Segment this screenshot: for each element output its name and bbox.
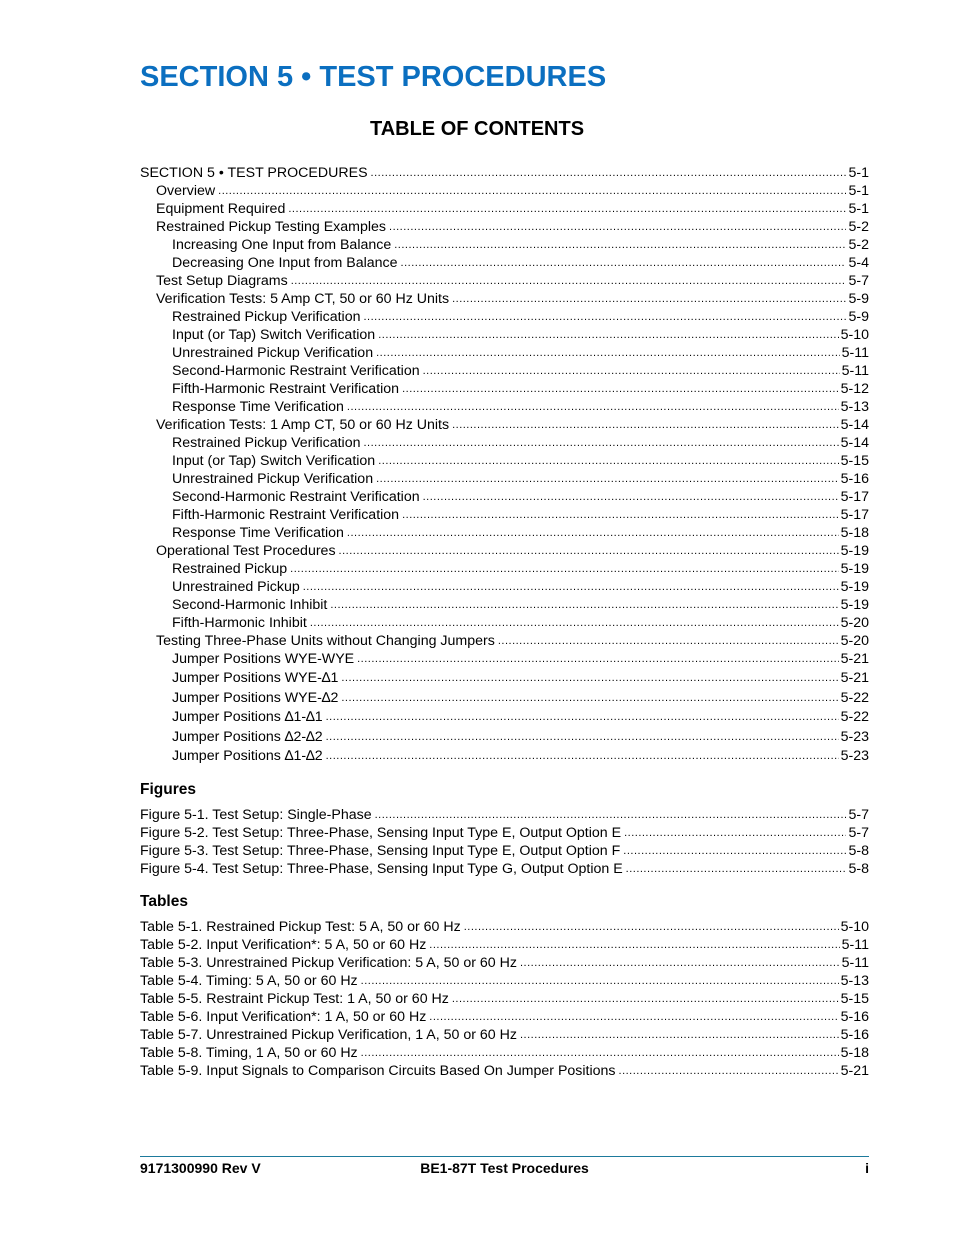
toc-entry-page: 5-1 xyxy=(848,201,869,217)
dot-leader xyxy=(423,490,839,504)
toc-entry[interactable] xyxy=(140,668,869,687)
dot-leader xyxy=(363,310,846,324)
dot-leader xyxy=(429,1010,838,1024)
toc-entry[interactable] xyxy=(140,1026,869,1044)
toc-entry-page: 5-10 xyxy=(840,327,869,343)
toc-entry-page: 5-23 xyxy=(840,747,869,764)
toc-entry-title: Restrained Pickup Verification xyxy=(172,309,361,325)
toc-entry-title: Response Time Verification xyxy=(172,525,344,541)
toc-entry[interactable] xyxy=(140,614,869,632)
toc-entry-title: Figure 5-3. Test Setup: Three-Phase, Sensing Input Type E, Output Option F xyxy=(140,843,621,859)
toc-entry[interactable] xyxy=(140,254,869,272)
toc-entry-title: Table 5-5. Restraint Pickup Test: 1 A, 50 or 60 Hz xyxy=(140,991,449,1007)
toc-entry-title: Table 5-9. Input Signals to Comparison Circuits Based On Jumper Positions xyxy=(140,1063,616,1079)
toc-entry-title: Increasing One Input from Balance xyxy=(172,237,392,253)
footer-page-number: i xyxy=(865,1160,869,1176)
dot-leader xyxy=(402,508,839,522)
toc-entry-title: Table 5-8. Timing, 1 A, 50 or 60 Hz xyxy=(140,1045,358,1061)
dot-leader xyxy=(401,256,847,270)
dot-leader xyxy=(357,652,838,666)
toc-entry-page: 5-17 xyxy=(840,489,869,505)
dot-leader xyxy=(452,292,846,306)
dot-leader xyxy=(394,238,846,252)
dot-leader xyxy=(330,598,838,612)
toc-entry-title: Restrained Pickup Verification xyxy=(172,435,361,451)
dot-leader xyxy=(361,974,839,988)
toc-entry-title: Fifth-Harmonic Restraint Verification xyxy=(172,381,400,397)
toc-entry-page: 5-19 xyxy=(840,579,869,595)
toc-entry-page: 5-16 xyxy=(840,471,869,487)
toc-entry-page: 5-9 xyxy=(848,291,869,307)
toc-entry-page: 5-22 xyxy=(840,709,869,726)
toc-entry-page: 5-7 xyxy=(848,807,869,823)
toc-entry-title: Table 5-4. Timing: 5 A, 50 or 60 Hz xyxy=(140,973,358,989)
toc-entry-page: 5-4 xyxy=(848,255,869,271)
dot-leader xyxy=(378,454,838,468)
toc-entry[interactable] xyxy=(140,1062,869,1080)
toc-entry[interactable] xyxy=(140,972,869,990)
toc-entry[interactable] xyxy=(140,990,869,1008)
toc-entry[interactable] xyxy=(140,290,869,308)
dot-leader xyxy=(303,580,839,594)
tables-heading: Tables xyxy=(140,893,188,910)
toc-entry-title: Jumper Positions WYE-∆2 xyxy=(172,689,339,706)
toc-entry-page: 5-2 xyxy=(848,237,869,253)
dot-leader xyxy=(361,1046,839,1060)
toc-title: TABLE OF CONTENTS xyxy=(369,118,585,140)
dot-leader xyxy=(326,749,839,763)
toc-entry[interactable] xyxy=(140,726,869,745)
toc-entry[interactable] xyxy=(140,824,869,842)
toc-entry[interactable] xyxy=(140,707,869,726)
toc-entry-title: Table 5-3. Unrestrained Pickup Verification: 5 A, 50 or 60 Hz xyxy=(140,955,517,971)
dot-leader xyxy=(326,710,839,724)
toc-entry-title: Second-Harmonic Restraint Verification xyxy=(172,489,420,505)
tables-list xyxy=(140,918,869,1080)
toc-entry[interactable] xyxy=(140,954,869,972)
figures-heading: Figures xyxy=(140,781,196,798)
dot-leader xyxy=(363,436,838,450)
dot-leader xyxy=(402,382,839,396)
toc-entry-page: 5-19 xyxy=(840,597,869,613)
toc-entry-title: Jumper Positions WYE-∆1 xyxy=(172,670,339,687)
toc-entry-title: Equipment Required xyxy=(156,201,286,217)
dot-leader xyxy=(376,472,839,486)
toc-entry-page: 5-17 xyxy=(840,507,869,523)
toc-entry-page: 5-11 xyxy=(841,363,869,379)
dot-leader xyxy=(520,1028,839,1042)
toc-entry-page: 5-15 xyxy=(840,453,869,469)
dot-leader xyxy=(619,1064,839,1078)
toc-entry[interactable] xyxy=(140,434,869,452)
toc-entry-title: Second-Harmonic Restraint Verification xyxy=(172,363,420,379)
toc-entry-page: 5-21 xyxy=(840,670,869,687)
toc-entry-title: Figure 5-1. Test Setup: Single-Phase xyxy=(140,807,372,823)
toc-entry[interactable] xyxy=(140,842,869,860)
toc-entry[interactable] xyxy=(140,1044,869,1062)
dot-leader xyxy=(376,346,840,360)
toc-entry[interactable] xyxy=(140,326,869,344)
toc-entry[interactable] xyxy=(140,578,869,596)
dot-leader xyxy=(291,274,847,288)
toc-entry-page: 5-13 xyxy=(840,399,869,415)
dot-leader xyxy=(464,920,839,934)
toc-entry-title: Operational Test Procedures xyxy=(156,543,336,559)
dot-leader xyxy=(452,992,839,1006)
toc-entry[interactable] xyxy=(140,362,869,380)
toc-entry-page: 5-7 xyxy=(848,825,869,841)
toc-entry-title: Table 5-2. Input Verification*: 5 A, 50 or 60 Hz xyxy=(140,937,427,953)
toc-entry[interactable] xyxy=(140,596,869,614)
toc-list xyxy=(140,164,869,765)
toc-entry-title: SECTION 5 • TEST PROCEDURES xyxy=(140,165,368,181)
dot-leader xyxy=(423,364,840,378)
toc-entry-title: Input (or Tap) Switch Verification xyxy=(172,453,376,469)
toc-entry-page: 5-15 xyxy=(840,991,869,1007)
toc-entry[interactable] xyxy=(140,470,869,488)
toc-entry[interactable] xyxy=(140,380,869,398)
dot-leader xyxy=(310,616,839,630)
toc-entry-title: Figure 5-4. Test Setup: Three-Phase, Sensing Input Type G, Output Option E xyxy=(140,861,623,877)
toc-entry-title: Restrained Pickup Testing Examples xyxy=(156,219,387,235)
footer xyxy=(140,1160,869,1176)
dot-leader xyxy=(375,808,847,822)
toc-entry[interactable] xyxy=(140,936,869,954)
toc-entry-page: 5-10 xyxy=(840,919,869,935)
dot-leader xyxy=(624,826,846,840)
toc-entry[interactable] xyxy=(140,200,869,218)
toc-entry[interactable] xyxy=(140,416,869,434)
toc-entry-title: Fifth-Harmonic Inhibit xyxy=(172,615,307,631)
toc-entry-page: 5-20 xyxy=(840,615,869,631)
toc-entry-page: 5-19 xyxy=(840,561,869,577)
dot-leader xyxy=(347,526,839,540)
dot-leader xyxy=(371,166,847,180)
dot-leader xyxy=(378,328,838,342)
section-title: SECTION 5 • TEST PROCEDURES xyxy=(140,61,607,93)
toc-entry[interactable] xyxy=(140,308,869,326)
toc-entry-title: Table 5-6. Input Verification*: 1 A, 50 or 60 Hz xyxy=(140,1009,427,1025)
toc-entry[interactable] xyxy=(140,542,869,560)
toc-entry-page: 5-1 xyxy=(848,165,869,181)
toc-entry[interactable] xyxy=(140,806,869,824)
toc-entry-page: 5-8 xyxy=(848,843,869,859)
toc-entry-title: Testing Three-Phase Units without Changing Jumpers xyxy=(156,633,495,649)
footer-rule xyxy=(140,1156,869,1157)
toc-entry-title: Table 5-1. Restrained Pickup Test: 5 A, 50 or 60 Hz xyxy=(140,919,461,935)
toc-entry[interactable] xyxy=(140,650,869,668)
toc-entry-page: 5-2 xyxy=(848,219,869,235)
footer-title: BE1-87T Test Procedures xyxy=(420,1160,589,1176)
toc-entry[interactable] xyxy=(140,164,869,182)
toc-entry-page: 5-8 xyxy=(848,861,869,877)
toc-entry-title: Figure 5-2. Test Setup: Three-Phase, Sensing Input Type E, Output Option E xyxy=(140,825,622,841)
toc-entry[interactable] xyxy=(140,687,869,706)
toc-entry-page: 5-18 xyxy=(840,525,869,541)
dot-leader xyxy=(520,956,840,970)
toc-entry-title: Unrestrained Pickup Verification xyxy=(172,345,374,361)
toc-entry[interactable] xyxy=(140,560,869,578)
dot-leader xyxy=(389,220,846,234)
toc-entry[interactable] xyxy=(140,398,869,416)
toc-entry[interactable] xyxy=(140,488,869,506)
toc-entry[interactable] xyxy=(140,1008,869,1026)
dot-leader xyxy=(429,938,839,952)
toc-entry-page: 5-21 xyxy=(840,1063,869,1079)
toc-entry-title: Overview xyxy=(156,183,216,199)
toc-entry-page: 5-11 xyxy=(841,955,869,971)
toc-entry-title: Input (or Tap) Switch Verification xyxy=(172,327,376,343)
toc-entry-page: 5-11 xyxy=(841,345,869,361)
toc-entry-page: 5-14 xyxy=(840,417,869,433)
toc-entry-title: Response Time Verification xyxy=(172,399,344,415)
toc-entry-page: 5-22 xyxy=(840,689,869,706)
dot-leader xyxy=(452,418,839,432)
toc-entry-title: Table 5-7. Unrestrained Pickup Verification, 1 A, 50 or 60 Hz xyxy=(140,1027,517,1043)
toc-entry-page: 5-21 xyxy=(840,651,869,667)
toc-entry[interactable] xyxy=(140,272,869,290)
toc-entry-page: 5-18 xyxy=(840,1045,869,1061)
toc-entry-title: Verification Tests: 5 Amp CT, 50 or 60 Hz Units xyxy=(156,291,450,307)
toc-entry-page: 5-19 xyxy=(840,543,869,559)
toc-entry-title: Jumper Positions ∆1-∆2 xyxy=(172,747,323,764)
dot-leader xyxy=(290,562,838,576)
toc-entry[interactable] xyxy=(140,218,869,236)
toc-entry-page: 5-16 xyxy=(840,1009,869,1025)
toc-entry-page: 5-7 xyxy=(848,273,869,289)
toc-entry-page: 5-11 xyxy=(841,937,869,953)
toc-entry[interactable] xyxy=(140,236,869,254)
toc-entry-title: Jumper Positions ∆1-∆1 xyxy=(172,709,323,726)
toc-entry-page: 5-14 xyxy=(840,435,869,451)
footer-doc-number: 9171300990 Rev V xyxy=(140,1160,261,1176)
toc-entry-title: Unrestrained Pickup Verification xyxy=(172,471,374,487)
toc-entry-page: 5-16 xyxy=(840,1027,869,1043)
toc-entry[interactable] xyxy=(140,182,869,200)
figures-list xyxy=(140,806,869,878)
toc-entry-title: Jumper Positions ∆2-∆2 xyxy=(172,728,323,745)
toc-entry[interactable] xyxy=(140,506,869,524)
toc-entry-page: 5-23 xyxy=(840,728,869,745)
toc-entry-title: Verification Tests: 1 Amp CT, 50 or 60 Hz Units xyxy=(156,417,450,433)
toc-entry-page: 5-13 xyxy=(840,973,869,989)
toc-entry-title: Jumper Positions WYE-WYE xyxy=(172,651,355,667)
dot-leader xyxy=(626,862,847,876)
dot-leader xyxy=(341,671,838,685)
dot-leader xyxy=(326,730,839,744)
dot-leader xyxy=(341,691,838,705)
toc-entry[interactable] xyxy=(140,860,869,878)
toc-entry[interactable] xyxy=(140,632,869,650)
dot-leader xyxy=(347,400,839,414)
toc-entry[interactable] xyxy=(140,918,869,936)
toc-entry-title: Fifth-Harmonic Restraint Verification xyxy=(172,507,400,523)
toc-entry[interactable] xyxy=(140,746,869,765)
toc-entry-title: Second-Harmonic Inhibit xyxy=(172,597,328,613)
dot-leader xyxy=(288,202,846,216)
toc-entry-page: 5-9 xyxy=(848,309,869,325)
dot-leader xyxy=(339,544,839,558)
dot-leader xyxy=(623,844,846,858)
toc-entry-title: Restrained Pickup xyxy=(172,561,288,577)
dot-leader xyxy=(498,634,839,648)
toc-entry-page: 5-20 xyxy=(840,633,869,649)
toc-entry-page: 5-1 xyxy=(848,183,869,199)
toc-entry-title: Decreasing One Input from Balance xyxy=(172,255,398,271)
toc-entry-title: Unrestrained Pickup xyxy=(172,579,300,595)
toc-entry-title: Test Setup Diagrams xyxy=(156,273,288,289)
dot-leader xyxy=(218,184,846,198)
toc-entry[interactable] xyxy=(140,452,869,470)
toc-entry[interactable] xyxy=(140,524,869,542)
toc-entry[interactable] xyxy=(140,344,869,362)
toc-entry-page: 5-12 xyxy=(840,381,869,397)
